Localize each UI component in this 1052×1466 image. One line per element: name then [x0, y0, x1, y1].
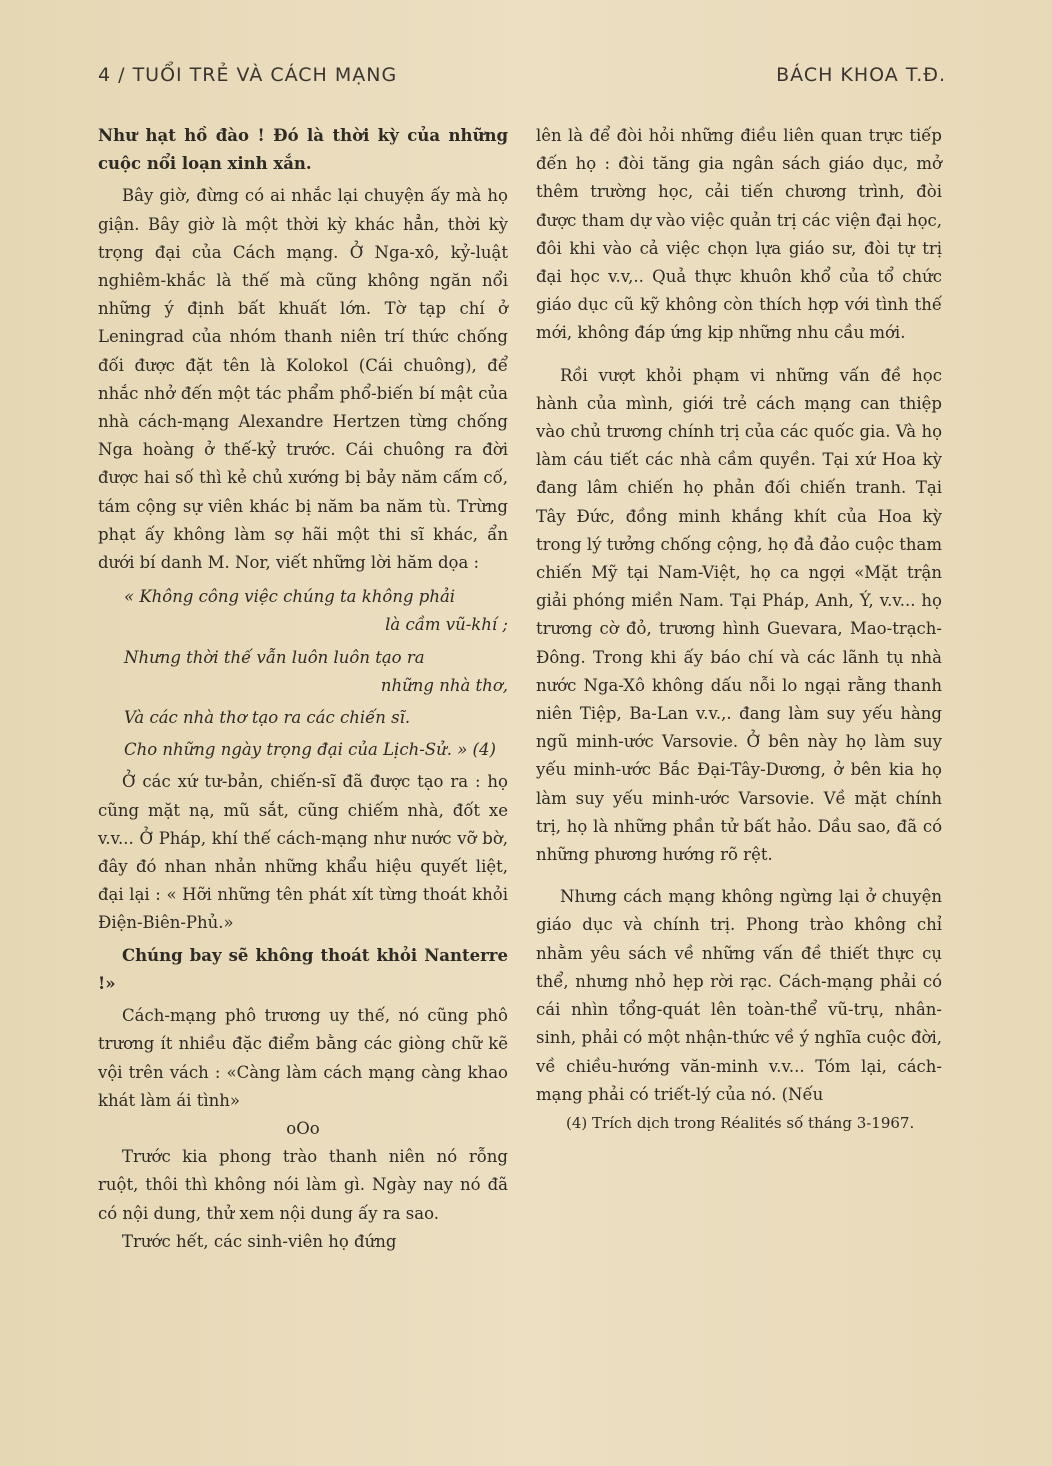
paragraph: Trước kia phong trào thanh niên nó rỗng ruột, thôi thì không nói làm gì. Ngày nay nó đã có nội dung, thử xem nội dung ấy ra sao.	[98, 1147, 508, 1223]
section-divider: oOo	[286, 1118, 320, 1138]
poem-line: Và các nhà thơ tạo ra các chiến sĩ.	[124, 708, 411, 728]
right-column	[536, 122, 942, 1137]
paragraph: Cách-mạng phô trương uy thế, nó cũng phô trương ít nhiều đặc điểm bằng các giòng chữ kẽ vội trên vách : «Càng làm cách mạng càng khao khát làm ái tình»	[98, 1006, 508, 1110]
left-column	[98, 122, 508, 1256]
poem-line: Nhưng thời thế vẫn luôn luôn tạo ra	[124, 647, 425, 667]
header-right: BÁCH KHOA T.Đ.	[776, 64, 946, 86]
paragraph: Ở các xứ tư-bản, chiến-sĩ đã được tạo ra : họ cũng mặt nạ, mũ sắt, cũng chiếm nhà, đốt xe v.v... Ở Pháp, khí thế cách-mạng như nước vỡ bờ, đây đó nhan nhản những khẩu hiệu quyết liệt, đại lại : « Hỡi những tên phát xít từng thoát khỏi Điện-Biên-Phủ.»	[98, 772, 508, 933]
paragraph: Nhưng cách mạng không ngừng lại ở chuyện giáo dục và chính trị. Phong trào không chỉ nhằm yêu sách về những vấn đề thiết thực cụ thể, nhưng nhỏ hẹp rời rạc. Cách-mạng phải có cái nhìn tổng-quát lên toàn-thể vũ-trụ, nhân-sinh, phải có một nhận-thức về ý nghĩa cuộc đời, về chiều-hướng văn-minh v.v... Tóm lại, cách-mạng phải có triết-lý của nó. (Nếu	[536, 887, 942, 1104]
poem	[98, 583, 508, 764]
paragraph: lên là để đòi hỏi những điều liên quan trực tiếp đến họ : đòi tăng gia ngân sách giáo dục, mở thêm trường học, cải tiến chương trình, đòi được tham dự vào việc quản trị các viện đại học, đôi khi vào cả việc chọn lựa giáo sư, đòi tự trị đại học v.v,.. Quả thực khuôn khổ của tổ chức giáo dục cũ kỹ không còn thích hợp với tình thế mới, không đáp ứng kịp những nhu cầu mới.	[536, 126, 942, 343]
poem-line: là cầm vũ-khí ;	[385, 615, 508, 635]
header-left: 4 / TUỔI TRẺ VÀ CÁCH MẠNG	[98, 64, 398, 86]
paragraph: Rồi vượt khỏi phạm vi những vấn đề học hành của mình, giới trẻ cách mạng can thiệp vào chủ trương chính trị của các quốc gia. Và họ làm cáu tiết các nhà cầm quyền. Tại xứ Hoa kỳ đang lâm chiến họ phản đối chiến tranh. Tại Tây Đức, đồng minh khắng khít của Hoa kỳ trong lý tưởng chống cộng, họ đả đảo cuộc tham chiến Mỹ tại Nam-Việt, họ ca ngợi «Mặt trận giải phóng miền Nam. Tại Pháp, Anh, Ý, v.v... họ trương cờ đỏ, trương hình Guevara, Mao-trạch-Đông. Trong khi ấy báo chí và các lãnh tụ nhà nước Nga-Xô không dấu nỗi lo ngại rằng thanh niên Tiệp, Ba-Lan v.v.,. đang làm suy yếu hàng ngũ minh-ước Varsovie. Ở bên này họ làm suy yếu minh-ước Bắc Đại-Tây-Dương, ở bên kia họ làm suy yếu minh-ước Varsovie. Về mặt chính trị, họ là những phần tử bất hảo. Dầu sao, đã có những phương hướng rõ rệt.	[536, 365, 942, 865]
paragraph: Trước hết, các sinh-viên họ đứng	[122, 1231, 397, 1251]
poem-line: « Không công việc chúng ta không phải	[124, 587, 456, 607]
footnote: (4) Trích dịch trong Réalités số tháng 3-1967.	[566, 1113, 915, 1132]
paragraph: Bây giờ, đừng có ai nhắc lại chuyện ấy mà họ giận. Bây giờ là một thời kỳ khác hẳn, thời kỳ trọng đại của Cách mạng. Ở Nga-xô, kỷ-luật nghiêm-khắc là thế mà cũng không ngăn nổi những ý định bất khuất lớn. Tờ tạp chí ở Leningrad của nhóm thanh niên trí thức chống đối được đặt tên là Kolokol (Cái chuông), để nhắc nhở đến một tác phẩm phổ-biến bí mật của nhà cách-mạng Alexandre Hertzen từng chống Nga hoàng ở thế-kỷ trước. Cái chuông ra đời được hai số thì kẻ chủ xướng bị bảy năm cấm cố, tám cộng sự viên khác bị năm ba năm tù. Trừng phạt ấy không làm sợ hãi một thi sĩ khác, ẩn dưới bí danh M. Nor, viết những lời hăm dọa :	[98, 186, 508, 573]
paragraph: Chúng bay sẽ không thoát khỏi Nanterre !»	[98, 945, 508, 993]
page-header	[98, 64, 946, 92]
paragraph: Như hạt hồ đào ! Đó là thời kỳ của những cuộc nổi loạn xinh xắn.	[98, 126, 508, 174]
poem-line: những nhà thơ,	[380, 675, 508, 695]
poem-line: Cho những ngày trọng đại của Lịch-Sử. » (4)	[124, 740, 496, 760]
